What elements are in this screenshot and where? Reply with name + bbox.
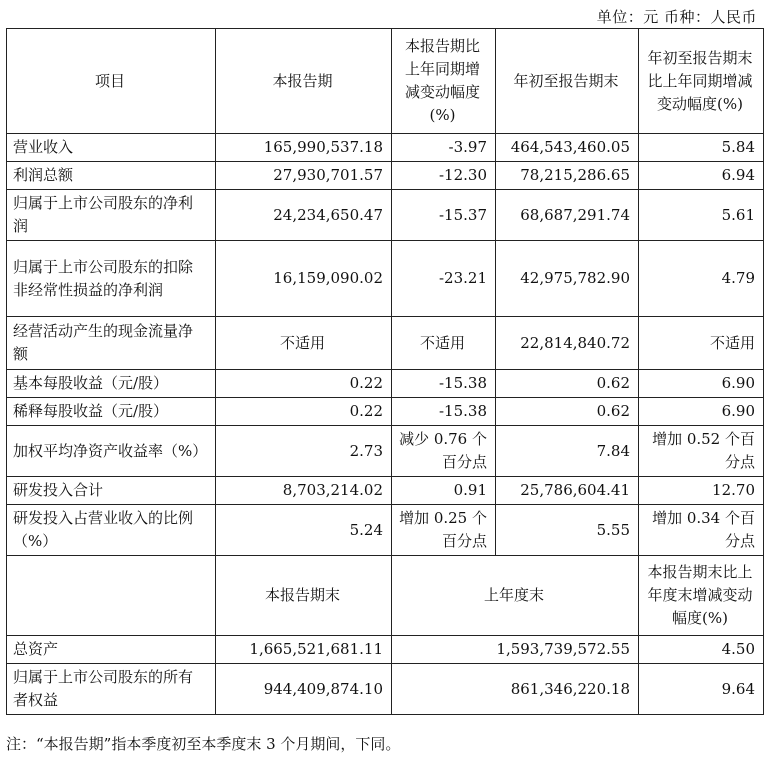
footnote: 注：“本报告期”指本季度初至本季度末 3 个月期间，下同。 <box>6 735 401 753</box>
table-row <box>7 426 764 477</box>
row-ytd-change: 增加 0.34 个百分点 <box>639 505 764 556</box>
row-ytd-change: 6.90 <box>639 398 764 426</box>
row-ytd: 68,687,291.74 <box>496 190 639 241</box>
row-current: 2.73 <box>216 426 392 477</box>
header-current-period: 本报告期 <box>216 29 392 134</box>
row-item: 总资产 <box>7 636 216 664</box>
row-change: 4.50 <box>639 636 764 664</box>
row-current: 0.22 <box>216 398 392 426</box>
row-period-end: 944,409,874.10 <box>216 664 392 715</box>
table-header-row <box>7 29 764 134</box>
row-item: 研发投入合计 <box>7 477 216 505</box>
row-item: 加权平均净资产收益率（%） <box>7 426 216 477</box>
row-ytd: 0.62 <box>496 370 639 398</box>
table-row <box>7 241 764 317</box>
row-current-change: 减少 0.76 个百分点 <box>392 426 496 477</box>
row-item: 利润总额 <box>7 162 216 190</box>
table-row <box>7 162 764 190</box>
row-ytd-change: 12.70 <box>639 477 764 505</box>
row-ytd-change: 6.90 <box>639 370 764 398</box>
row-ytd-change: 5.61 <box>639 190 764 241</box>
row-ytd-change: 不适用 <box>639 317 764 370</box>
row-ytd: 42,975,782.90 <box>496 241 639 317</box>
header-current-change: 本报告期比上年同期增减变动幅度(%) <box>392 29 496 134</box>
header-prior-year-end: 上年度末 <box>392 556 639 636</box>
row-ytd: 5.55 <box>496 505 639 556</box>
row-current-change: -15.37 <box>392 190 496 241</box>
row-ytd: 7.84 <box>496 426 639 477</box>
table-row <box>7 398 764 426</box>
row-item: 归属于上市公司股东的所有者权益 <box>7 664 216 715</box>
table-row <box>7 477 764 505</box>
header-item: 项目 <box>7 29 216 134</box>
row-current: 5.24 <box>216 505 392 556</box>
row-current-change: -23.21 <box>392 241 496 317</box>
row-current-change: -15.38 <box>392 370 496 398</box>
currency-unit-label: 单位：元 币种：人民币 <box>596 8 757 26</box>
balance-header-item <box>7 556 216 636</box>
row-item: 经营活动产生的现金流量净额 <box>7 317 216 370</box>
header-ytd: 年初至报告期末 <box>496 29 639 134</box>
row-item: 归属于上市公司股东的扣除非经常性损益的净利润 <box>7 241 216 317</box>
balance-header-row <box>7 556 764 636</box>
row-current: 16,159,090.02 <box>216 241 392 317</box>
row-ytd-change: 6.94 <box>639 162 764 190</box>
table-row <box>7 636 764 664</box>
row-item: 基本每股收益（元/股） <box>7 370 216 398</box>
row-ytd: 464,543,460.05 <box>496 134 639 162</box>
row-item: 归属于上市公司股东的净利润 <box>7 190 216 241</box>
row-current-change: 增加 0.25 个百分点 <box>392 505 496 556</box>
row-item: 稀释每股收益（元/股） <box>7 398 216 426</box>
row-current: 不适用 <box>216 317 392 370</box>
header-ytd-change: 年初至报告期末比上年同期增减变动幅度(%) <box>639 29 764 134</box>
row-current: 24,234,650.47 <box>216 190 392 241</box>
row-period-end: 1,665,521,681.11 <box>216 636 392 664</box>
row-ytd: 78,215,286.65 <box>496 162 639 190</box>
header-period-end-change: 本报告期末比上年度末增减变动幅度(%) <box>639 556 764 636</box>
table-row <box>7 134 764 162</box>
table-row <box>7 190 764 241</box>
row-ytd: 22,814,840.72 <box>496 317 639 370</box>
row-item: 营业收入 <box>7 134 216 162</box>
row-current-change: -3.97 <box>392 134 496 162</box>
financial-data-table <box>6 28 764 715</box>
table-row <box>7 370 764 398</box>
row-current-change: -15.38 <box>392 398 496 426</box>
row-current-change: 不适用 <box>392 317 496 370</box>
row-change: 9.64 <box>639 664 764 715</box>
table-row <box>7 664 764 715</box>
row-ytd: 0.62 <box>496 398 639 426</box>
row-prior-year-end: 861,346,220.18 <box>392 664 639 715</box>
row-current: 8,703,214.02 <box>216 477 392 505</box>
row-current: 0.22 <box>216 370 392 398</box>
header-period-end: 本报告期末 <box>216 556 392 636</box>
row-current: 27,930,701.57 <box>216 162 392 190</box>
row-item: 研发投入占营业收入的比例（%） <box>7 505 216 556</box>
row-ytd: 25,786,604.41 <box>496 477 639 505</box>
table-row <box>7 505 764 556</box>
row-current-change: 0.91 <box>392 477 496 505</box>
row-ytd-change: 4.79 <box>639 241 764 317</box>
row-current: 165,990,537.18 <box>216 134 392 162</box>
row-ytd-change: 增加 0.52 个百分点 <box>639 426 764 477</box>
table-row <box>7 317 764 370</box>
row-ytd-change: 5.84 <box>639 134 764 162</box>
row-prior-year-end: 1,593,739,572.55 <box>392 636 639 664</box>
row-current-change: -12.30 <box>392 162 496 190</box>
